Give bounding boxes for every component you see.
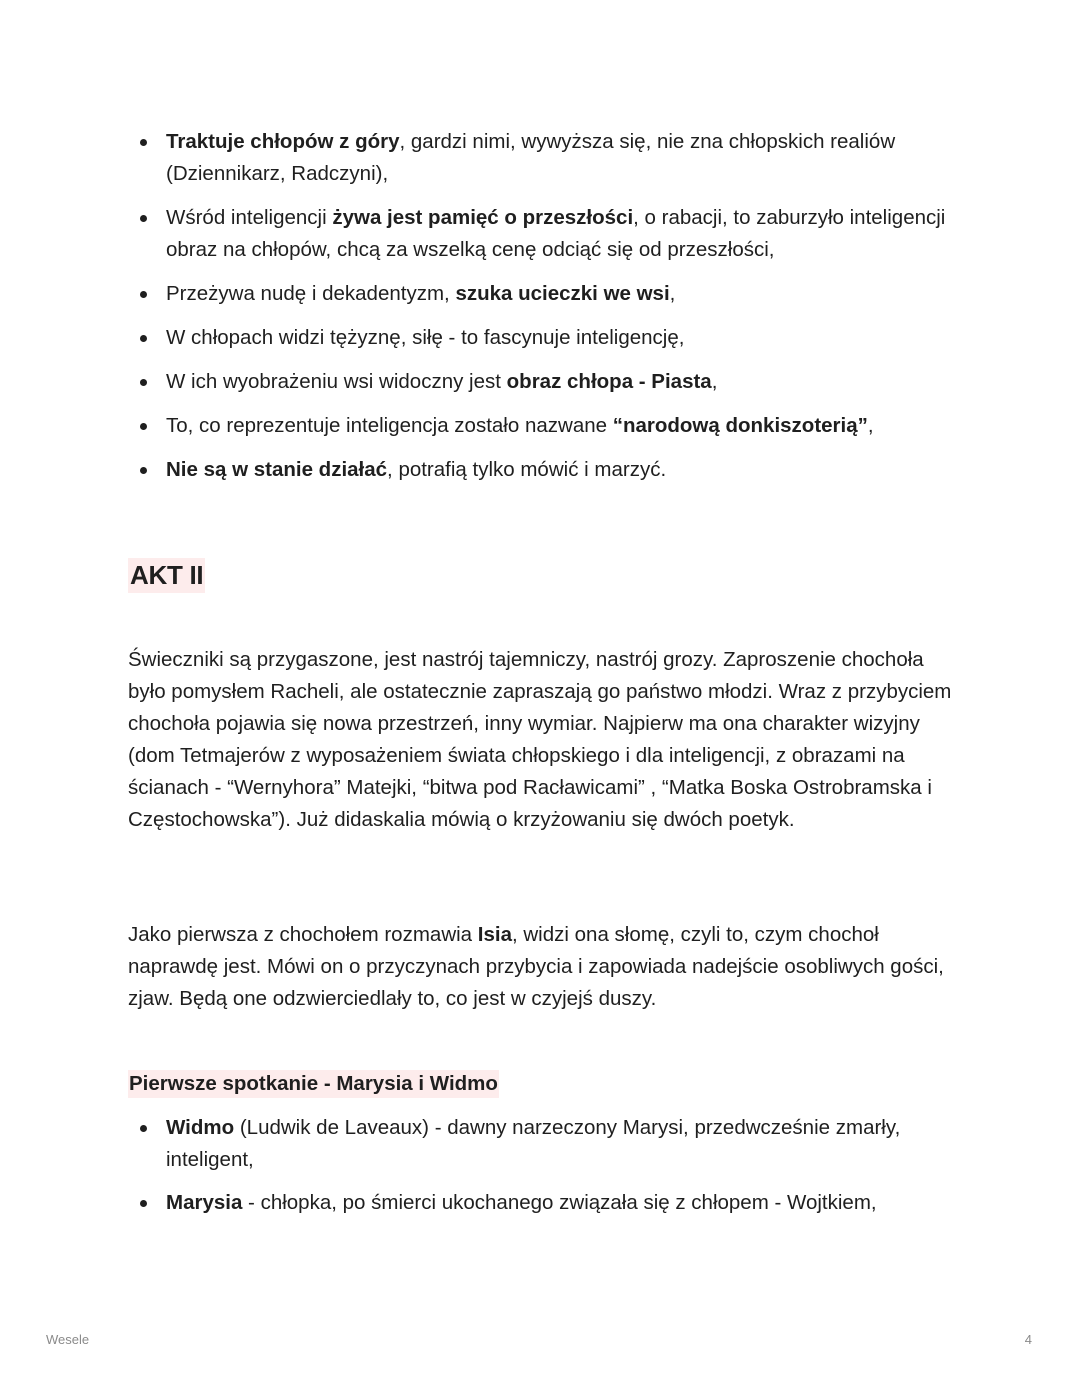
bullet-icon — [140, 139, 147, 146]
footer-page-number: 4 — [1024, 1332, 1032, 1347]
page-content — [128, 126, 958, 498]
bullet-icon — [140, 335, 147, 342]
list-item: W chłopach widzi tężyznę, siłę - to fascynuje inteligencję, — [128, 322, 958, 354]
bullet-icon — [140, 379, 147, 386]
bullet-list-inteligencja — [128, 126, 958, 486]
section-heading: AKT II — [128, 558, 205, 593]
list-item: Widmo (Ludwik de Laveaux) - dawny narzeczony Marysi, przedwcześnie zmarły, inteligent, — [128, 1112, 958, 1176]
footer-document-title: Wesele — [46, 1332, 90, 1347]
bullet-icon — [140, 215, 147, 222]
list-item: W ich wyobrażeniu wsi widoczny jest obraz chłopa - Piasta, — [128, 366, 958, 398]
paragraph-isia: Jako pierwsza z chochołem rozmawia Isia, widzi ona słomę, czyli to, czym chochoł naprawdę jest. Mówi on o przyczynach przybycia i zapowiada nadejście osobliwych gości, zjaw. Będą one odzwierciedlały to, co jest w czyjejś duszy. — [128, 923, 944, 1010]
bullet-icon — [140, 1125, 147, 1132]
bullet-list-characters — [128, 1112, 958, 1230]
list-item: Marysia - chłopka, po śmierci ukochanego związała się z chłopem - Wojtkiem, — [128, 1187, 958, 1219]
list-item: Wśród inteligencji żywa jest pamięć o przeszłości, o rabacji, to zaburzyło inteligencji obraz na chłopów, chcą za wszelką cenę odciąć się od przeszłości, — [128, 202, 958, 266]
list-item: Nie są w stanie działać, potrafią tylko mówić i marzyć. — [128, 454, 958, 486]
bullet-icon — [140, 291, 147, 298]
bullet-icon — [140, 423, 147, 430]
bullet-icon — [140, 1200, 147, 1207]
bullet-icon — [140, 467, 147, 474]
paragraph-akt-ii: Świeczniki są przygaszone, jest nastrój tajemniczy, nastrój grozy. Zaproszenie chochoła było pomysłem Racheli, ale ostatecznie zapraszają go państwo młodzi. Wraz z przybyciem chochoła pojawia się nowa przestrzeń, inny wymiar. Najpierw ma ona charakter wizyjny (dom Tetmajerów z wyposażeniem świata chłopskiego i dla inteligencji, z obrazami na ścianach - “Wernyhora” Matejki, “bitwa pod Racławicami” , “Matka Boska Ostrobramska i Częstochowska”). Już didaskalia mówią o krzyżowaniu się dwóch poetyk. — [128, 648, 952, 831]
subheading-first-meeting: Pierwsze spotkanie - Marysia i Widmo — [128, 1070, 499, 1098]
list-item: Traktuje chłopów z góry, gardzi nimi, wywyższa się, nie zna chłopskich realiów (Dziennikarz, Radczyni), — [128, 126, 958, 190]
list-item: To, co reprezentuje inteligencja zostało nazwane “narodową donkiszoterią”, — [128, 410, 958, 442]
list-item: Przeżywa nudę i dekadentyzm, szuka ucieczki we wsi, — [128, 278, 958, 310]
